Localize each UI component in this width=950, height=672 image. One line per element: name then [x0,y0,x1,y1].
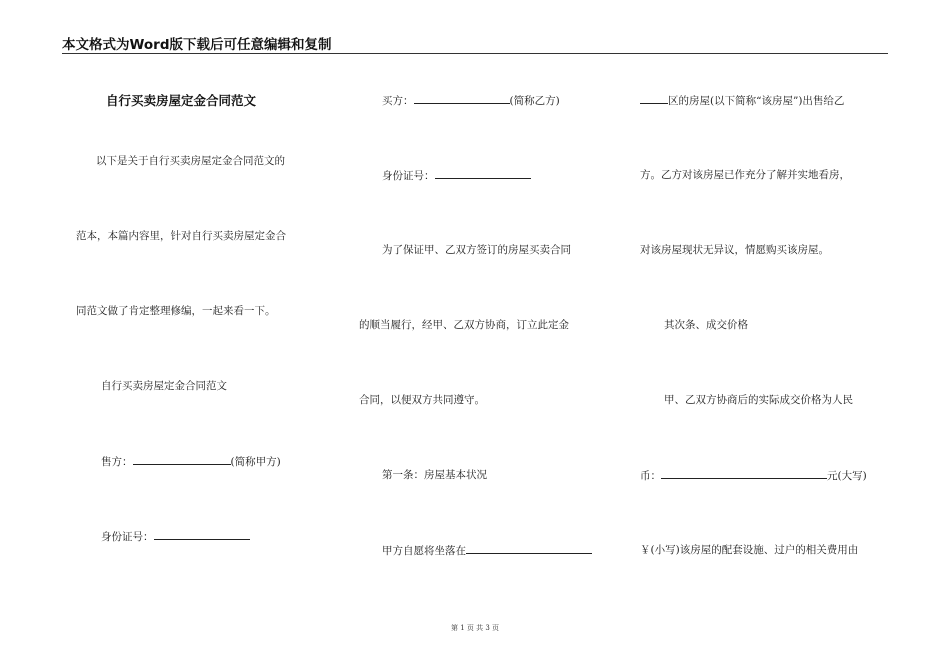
district-line [640,93,844,108]
contract-subtitle: 自行买卖房屋定金合同范文 [101,380,227,392]
document-title: 自行买卖房屋定金合同范文 [106,93,257,108]
location-text: 甲方自愿将坐落在 [382,545,466,557]
purpose-line-2: 的顺当履行，经甲、乙双方协商，订立此定金 [359,319,569,331]
header-text: 本文格式为Word版下载后可任意编辑和复制 [62,37,332,53]
article-1-heading: 第一条：房屋基本状况 [382,469,487,481]
seller-line [101,454,281,469]
inspection-line: 方。乙方对该房屋已作充分了解并实地看房， [640,169,850,181]
rmb-line [640,468,867,483]
seller-suffix: (简称甲方) [230,456,281,468]
rmb-label: 币： [640,470,661,482]
district-text: 区的房屋(以下简称“该房屋”)出售给乙 [668,95,845,107]
buyer-suffix: (简称乙方) [509,95,560,107]
agreement-line: 对该房屋现状无异议，情愿购买该房屋。 [640,244,829,256]
page-footer: 第 1 页 共 3 页 [450,624,500,632]
buyer-label: 买方： [382,95,414,107]
buyer-id-label: 身份证号： [382,170,435,182]
buyer-id-line [382,168,531,183]
location-line [382,543,592,558]
buyer-id-blank [435,168,531,179]
article-2-heading: 其次条、成交价格 [664,319,748,331]
buyer-line [382,93,560,108]
intro-line-2: 范本，本篇内容里，针对自行买卖房屋定金合 [76,230,286,242]
seller-label: 售方： [101,456,133,468]
document-header [62,34,888,54]
seller-id-label: 身份证号： [101,531,154,543]
buyer-name-blank [414,93,510,104]
purpose-line-1: 为了保证甲、乙双方签订的房屋买卖合同 [382,244,571,256]
location-blank [466,543,592,554]
rmb-suffix: 元(大写) [827,470,867,482]
seller-id-blank [154,529,250,540]
seller-id-line [101,529,250,544]
seller-name-blank [133,454,231,465]
purpose-line-3: 合同，以便双方共同遵守。 [359,394,485,406]
rmb-amount-blank [661,468,827,479]
intro-line-3: 同范文做了肯定整理修编，一起来看一下。 [76,305,276,317]
intro-line-1: 以下是关于自行买卖房屋定金合同范文的 [96,155,285,167]
price-line-1: 甲、乙双方协商后的实际成交价格为人民 [664,394,853,406]
district-blank [640,93,668,104]
price-line-last: ￥(小写)该房屋的配套设施、过户的相关费用由 [640,544,859,556]
